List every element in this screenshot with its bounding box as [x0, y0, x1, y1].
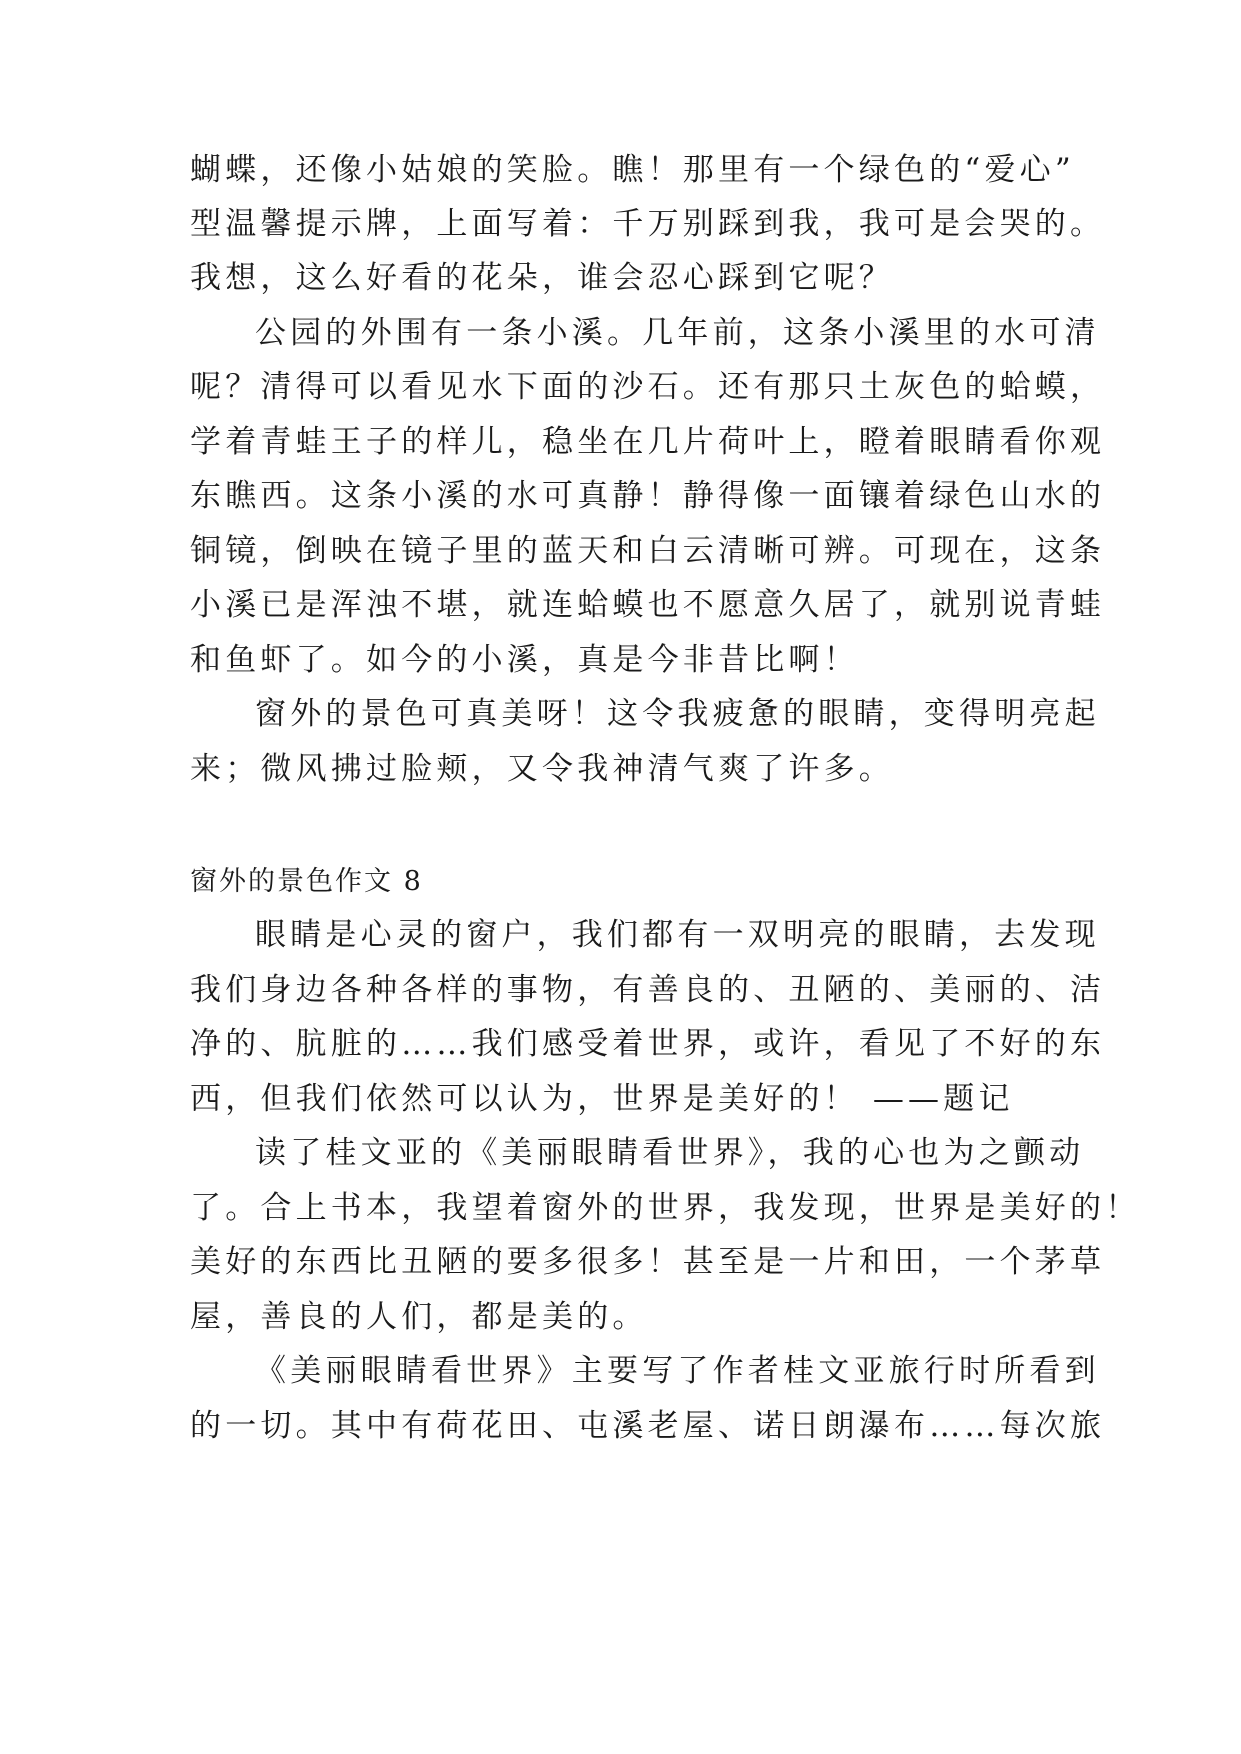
paragraph-line: 公园的外围有一条小溪。几年前，这条小溪里的水可清 — [255, 315, 1100, 351]
paragraph-line: 美好的东西比丑陋的要多很多！甚至是一片和田，一个茅草 — [190, 1244, 1106, 1280]
paragraph-line: 我们身边各种各样的事物，有善良的、丑陋的、美丽的、洁 — [190, 972, 1106, 1008]
paragraph-line: 东瞧西。这条小溪的水可真静！静得像一面镶着绿色山水的 — [190, 478, 1106, 514]
paragraph-line: 的一切。其中有荷花田、屯溪老屋、诺日朗瀑布……每次旅 — [190, 1408, 1106, 1444]
paragraph-line: 我想，这么好看的花朵，谁会忍心踩到它呢？ — [190, 260, 894, 296]
paragraph-line: 蝴蝶，还像小姑娘的笑脸。瞧！那里有一个绿色的“爱心” — [190, 152, 1075, 188]
paragraph-line: 西，但我们依然可以认为，世界是美好的！ ——题记 — [190, 1081, 1014, 1117]
section-heading: 窗外的景色作文 8 — [190, 866, 423, 897]
paragraph-line: 屋，善良的人们，都是美的。 — [190, 1299, 648, 1335]
paragraph-line: 小溪已是浑浊不堪，就连蛤蟆也不愿意久居了，就别说青蛙 — [190, 587, 1106, 623]
paragraph-line: 了。合上书本，我望着窗外的世界，我发现，世界是美好的！ — [190, 1190, 1141, 1226]
paragraph-line: 和鱼虾了。如今的小溪，真是今非昔比啊！ — [190, 642, 859, 678]
paragraph-line: 读了桂文亚的《美丽眼睛看世界》，我的心也为之颤动 — [255, 1135, 1085, 1171]
paragraph-line: 净的、肮脏的……我们感受着世界，或许，看见了不好的东 — [190, 1026, 1106, 1062]
paragraph-line: 来；微风拂过脸颊，又令我神清气爽了许多。 — [190, 751, 894, 787]
paragraph-line: 《美丽眼睛看世界》主要写了作者桂文亚旅行时所看到 — [255, 1353, 1100, 1389]
paragraph-line: 型温馨提示牌，上面写着：千万别踩到我，我可是会哭的。 — [190, 206, 1106, 242]
paragraph-line: 学着青蛙王子的样儿，稳坐在几片荷叶上，瞪着眼睛看你观 — [190, 424, 1106, 460]
paragraph-line: 窗外的景色可真美呀！这令我疲惫的眼睛，变得明亮起 — [255, 696, 1100, 732]
paragraph-line: 呢？清得可以看见水下面的沙石。还有那只土灰色的蛤蟆， — [190, 369, 1106, 405]
paragraph-line: 眼睛是心灵的窗户，我们都有一双明亮的眼睛，去发现 — [255, 917, 1100, 953]
paragraph-line: 铜镜，倒映在镜子里的蓝天和白云清晰可辨。可现在，这条 — [190, 533, 1106, 569]
